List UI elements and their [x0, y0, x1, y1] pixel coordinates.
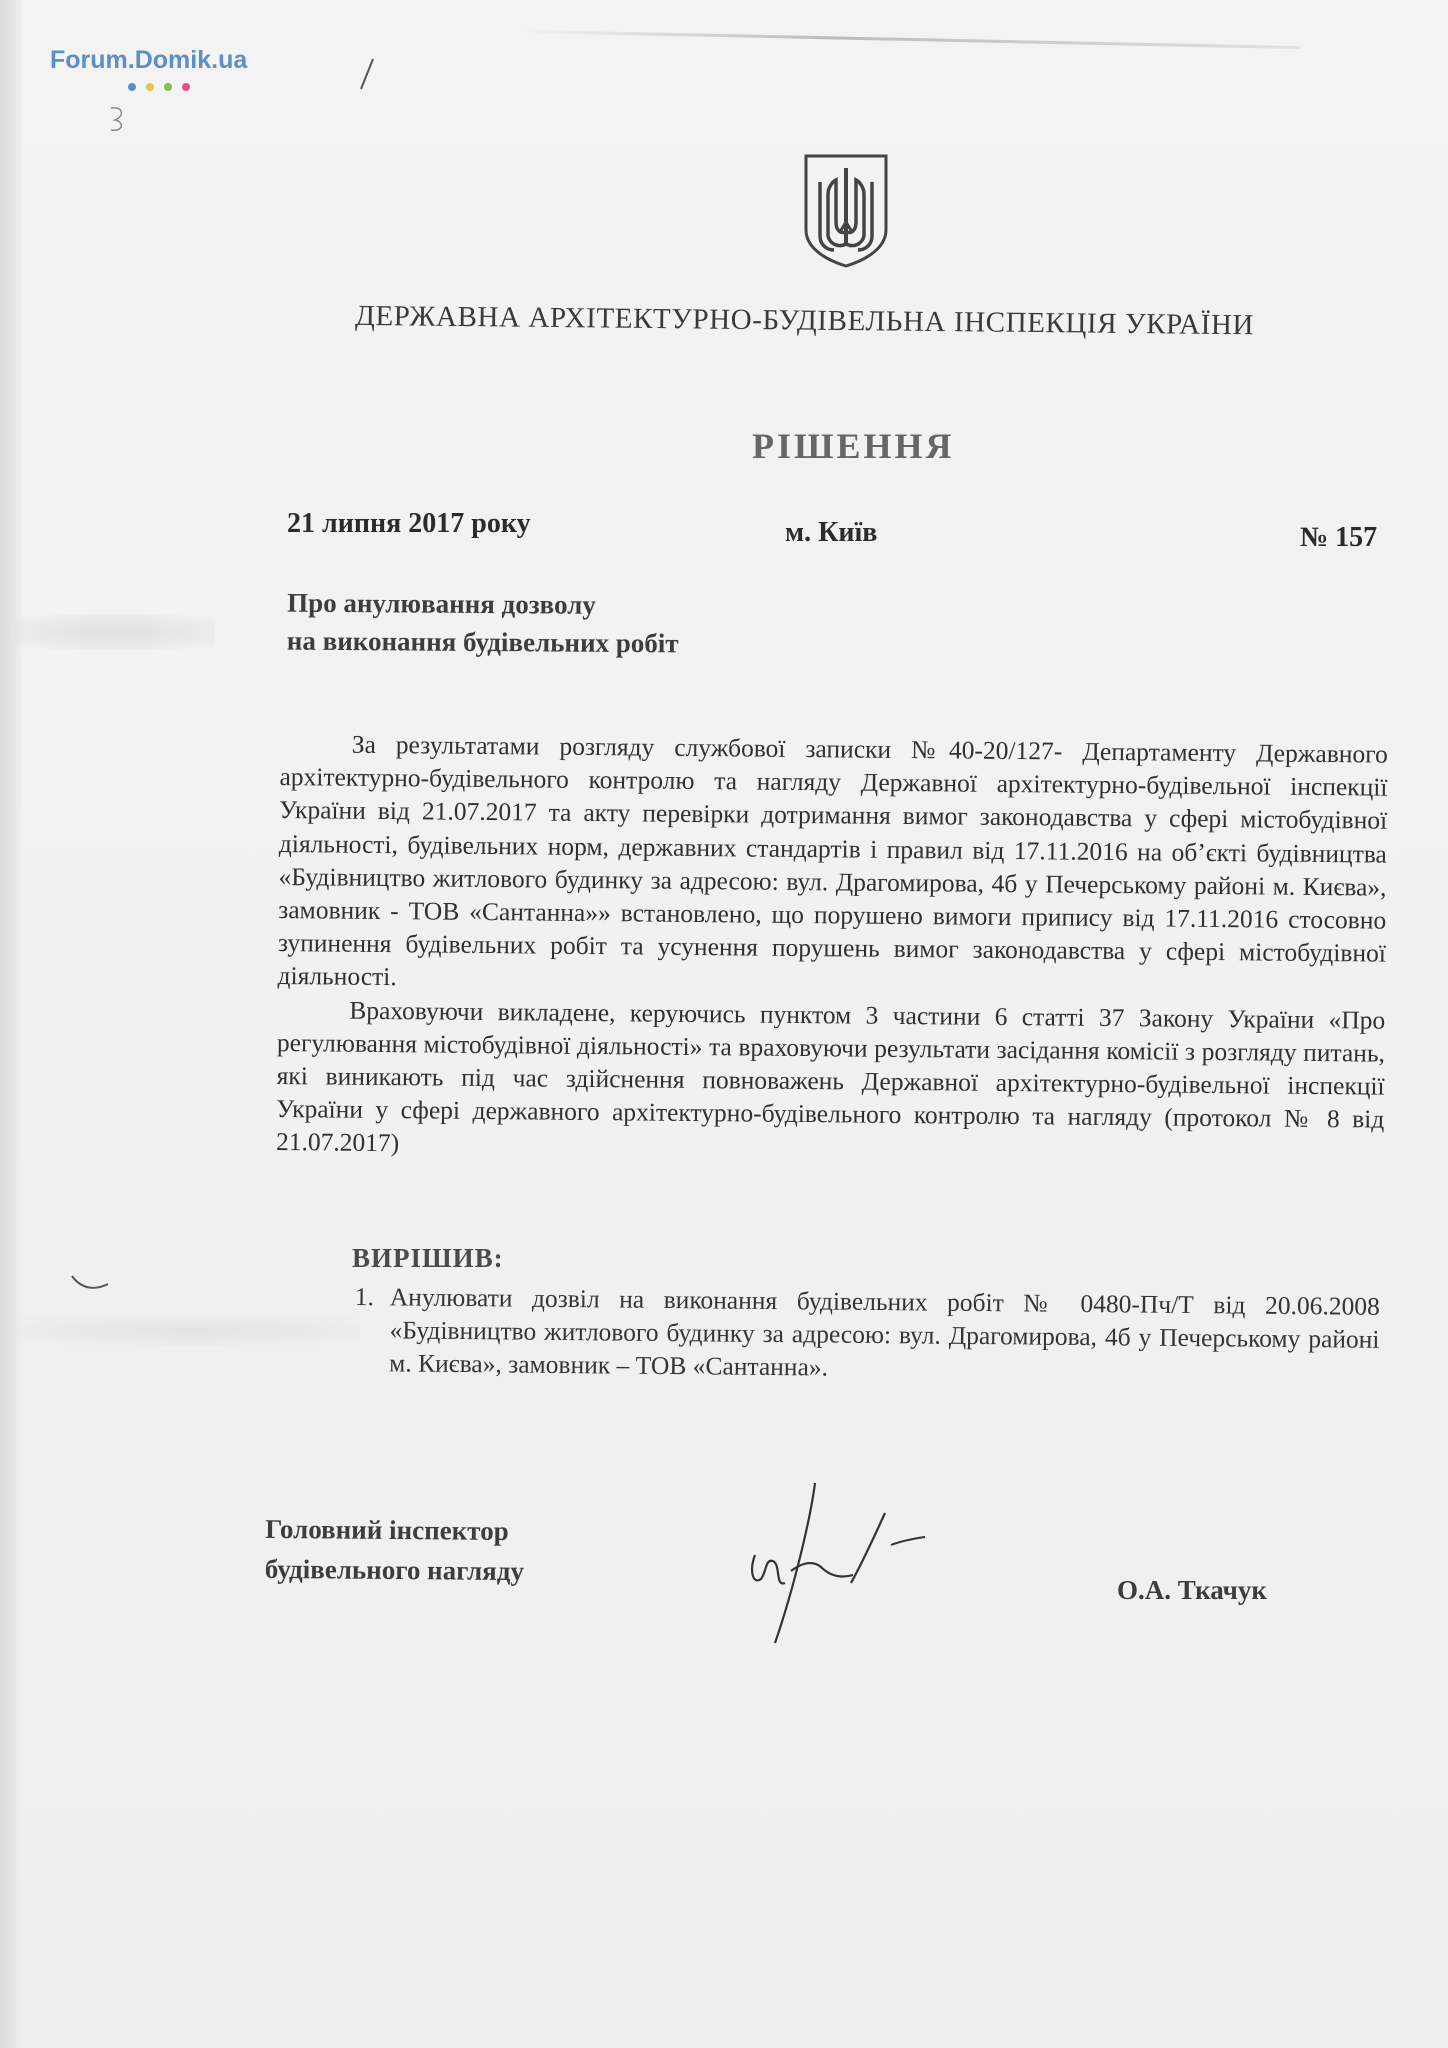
pen-mark: [68, 1270, 113, 1295]
watermark-dot: [146, 83, 154, 91]
watermark-dot: [164, 83, 172, 91]
subject-line: на виконання будівельних робіт: [286, 625, 679, 659]
watermark-dot: [182, 83, 190, 91]
document-subject: [287, 584, 679, 663]
scan-smudge: [20, 1315, 360, 1345]
scan-edge-shadow: [0, 0, 22, 2048]
scan-smudge: [15, 615, 215, 649]
coat-of-arms-icon: [800, 152, 892, 270]
watermark-dots: [128, 78, 200, 96]
scan-streak: [520, 30, 1300, 49]
resolved-item-text: Анулювати дозвіл на виконання будівельних робіт № 0480-Пч/Т від 20.06.2008 «Будівництво житлового будинку за адресою: вул. Драгомирова, 4б у Печерському районі м. Києва», замовник – ТОВ «Сантанна».: [389, 1282, 1380, 1382]
forum-watermark: Forum.Domik.ua: [50, 46, 248, 74]
signatory-name: О.А. Ткачук: [1117, 1575, 1267, 1605]
body-paragraph: За результатами розгляду службової записки №40-20/127- Департаменту Державного архітектурно-будівельного контролю та нагляду Державної архітектурно-будівельної інспекції України від 21.07.2017 та акту перевірки дотримання вимог законодавства у сфері містобудівної діяльності, будівельних норм, державних стандартів і правил від 17.11.2016 на об’єкті будівництва «Будівництво житлового будинку за адресою: вул. Драгомирова, 4б у Печерському районі м. Києва», замовник - ТОВ «Сантанна»» встановлено, що порушено вимоги припису від 17.11.2016 стосовно зупинення будівельних робіт та усунення порушень вимог законодавства у сфері містобудівної діяльності.: [277, 729, 1388, 992]
subject-line: Про анулювання дозволу: [287, 587, 596, 620]
document-number: № 157: [1300, 522, 1378, 553]
resolved-heading: ВИРІШИВ:: [352, 1243, 504, 1273]
document-city: м. Київ: [785, 517, 878, 548]
signatory-title: [265, 1509, 525, 1591]
pen-mark: [355, 55, 385, 95]
document-title: РІШЕННЯ: [752, 426, 955, 466]
signatory-title-line: Головний інспектор: [265, 1513, 509, 1546]
organization-name: ДЕРЖАВНА АРХІТЕКТУРНО-БУДІВЕЛЬНА ІНСПЕКЦІЯ УКРАЇНИ: [354, 299, 1255, 342]
resolved-item-number: 1.: [354, 1281, 375, 1312]
watermark-dot: [128, 83, 136, 91]
pen-mark: [105, 100, 135, 140]
signatory-title-line: будівельного нагляду: [264, 1553, 525, 1587]
resolved-item: [354, 1280, 1380, 1389]
body-paragraph: Враховуючи викладене, керуючись пунктом 3 частини 6 статті 37 Закону України «Про регулювання містобудівної діяльності» та враховуючи результати засідання комісії з розгляду питань, які виникають під час здійснення повноважень Державної архітектурно-будівельної інспекції України у сфері державного архітектурно-будівельного контролю та нагляду (протокол № 8 від 21.07.2017): [275, 995, 1386, 1158]
document-body: [276, 727, 1388, 1169]
document-date: 21 липня 2017 року: [287, 508, 531, 539]
handwritten-signature: [735, 1475, 955, 1655]
